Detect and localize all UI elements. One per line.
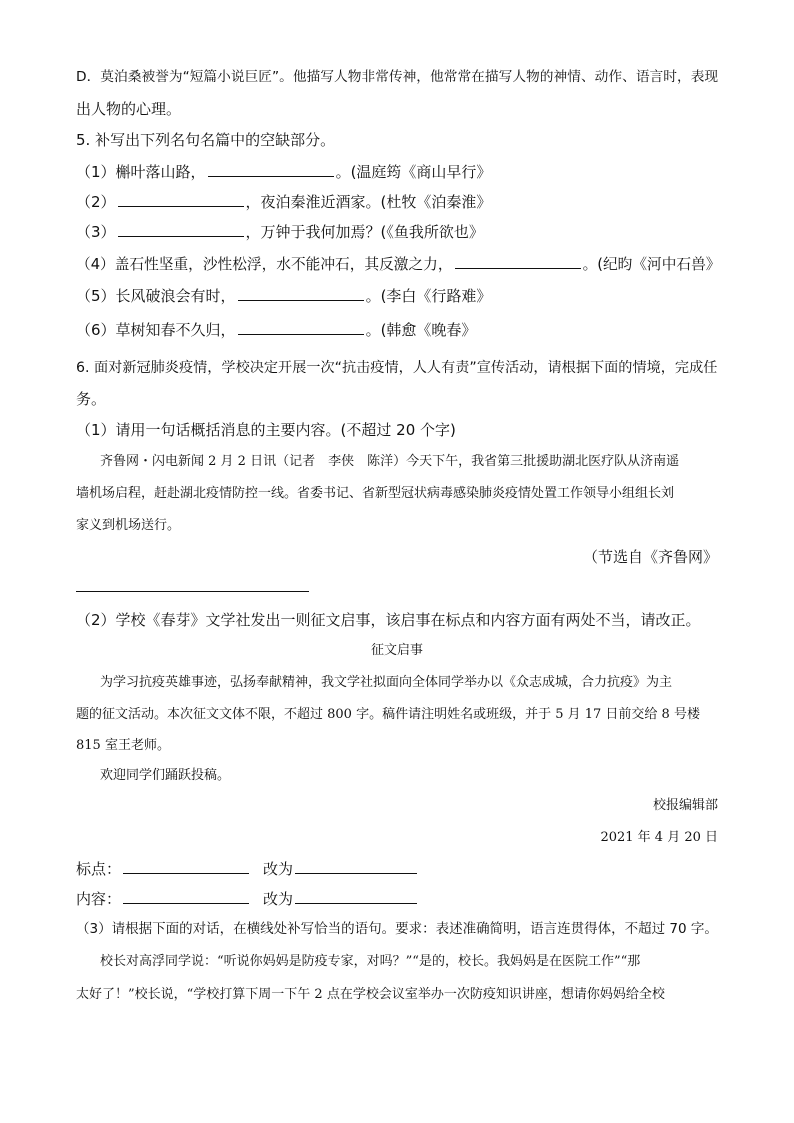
punctuation-original-blank[interactable] xyxy=(123,859,249,874)
q5-title: 5. 补写出下列名句名篇中的空缺部分。 xyxy=(76,131,336,149)
q6-news-source: （节选自《齐鲁网》 xyxy=(582,548,718,566)
dialog-line1: 校长对高浮同学说：“听说你妈妈是防疫专家，对吗？”“是的，校长。我妈妈是在医院工作”“那 xyxy=(100,954,641,969)
q5-item-5 xyxy=(76,286,491,306)
q5-item-pre: 槲叶落山路， xyxy=(115,163,206,181)
notice-date: 2021 年 4 月 20 日 xyxy=(600,830,718,845)
q5-item-post: ，万钟于我何加焉？(《鱼我所欲也》 xyxy=(245,223,484,241)
q5-item-3 xyxy=(76,222,484,242)
change-to-label: 改为 xyxy=(263,890,294,908)
q4-option-d-line1: D．莫泊桑被誉为“短篇小说巨匠”。他描写人物非常传神，他常常在描写人物的神情、动作、语言时，表现 xyxy=(76,69,719,85)
q5-item-pre: 草树知春不久归， xyxy=(115,321,236,339)
q5-item-1 xyxy=(76,162,491,182)
notice-line2: 题的征文活动。本次征文文体不限，不超过 800 字。稿件请注明姓名或班级，并于 5 月 17 日前交给 8 号楼 xyxy=(76,707,700,722)
q5-item-num: （2） xyxy=(76,193,116,211)
q5-item-num: （6） xyxy=(76,321,116,339)
notice-title: 征文启事 xyxy=(370,643,423,658)
q5-item-pre: 盖石性坚重，沙性松浮，水不能冲石，其反激之力， xyxy=(114,256,453,273)
q5-answer-blank-2[interactable] xyxy=(118,192,244,207)
q5-answer-blank-5[interactable] xyxy=(238,286,364,301)
q5-item-4 xyxy=(76,254,720,275)
q5-item-num: （5） xyxy=(76,287,116,305)
punctuation-correction-row xyxy=(76,859,419,879)
change-to-label: 改为 xyxy=(263,860,294,878)
q6-sub3-prompt: （3）请根据下面的对话，在横线处补写恰当的语句。要求：表述准确简明，语言连贯得体，不超过 70 字。 xyxy=(76,921,718,937)
punctuation-corrected-blank[interactable] xyxy=(295,859,417,874)
q5-item-post: ，夜泊秦淮近酒家。(杜牧《泊秦淮》 xyxy=(245,193,492,211)
q6-news-line3: 家义到机场送行。 xyxy=(76,518,181,533)
notice-line1: 为学习抗疫英雄事迹，弘扬奉献精神，我文学社拟面向全体同学举办以《众志成城，合力抗疫》为主 xyxy=(100,675,673,690)
punctuation-label: 标点： xyxy=(76,860,122,878)
notice-line3: 815 室王老师。 xyxy=(76,738,170,753)
q5-item-pre: 长风破浪会有时， xyxy=(115,287,236,305)
q5-item-post: 。(纪昀《河中石兽》 xyxy=(582,256,721,273)
content-original-blank[interactable] xyxy=(123,889,249,904)
q5-item-num: （4） xyxy=(76,256,115,273)
q6-sub1-answer-line[interactable] xyxy=(76,591,309,592)
q6-news-line2: 墙机场启程，赶赴湖北疫情防控一线。省委书记、省新型冠状病毒感染肺炎疫情处置工作领导小组组长刘 xyxy=(76,486,675,501)
q5-answer-blank-1[interactable] xyxy=(208,162,334,177)
content-label: 内容： xyxy=(76,890,122,908)
q5-answer-blank-3[interactable] xyxy=(118,222,244,237)
q6-title-line2: 务。 xyxy=(76,390,107,408)
q5-item-2 xyxy=(76,192,491,212)
notice-signature: 校报编辑部 xyxy=(652,798,718,813)
q5-item-6 xyxy=(76,320,476,340)
q6-sub2-prompt: （2）学校《春芽》文学社发出一则征文启事，该启事在标点和内容方面有两处不当，请改正。 xyxy=(76,611,701,629)
q5-answer-blank-6[interactable] xyxy=(238,320,364,335)
q5-item-num: （3） xyxy=(76,223,116,241)
q5-item-num: （1） xyxy=(76,163,116,181)
q6-sub1-prompt: （1）请用一句话概括消息的主要内容。(不超过 20 个字) xyxy=(76,421,456,439)
dialog-line2: 太好了！”校长说，“学校打算下周一下午 2 点在学校会议室举办一次防疫知识讲座，想请你妈妈给全校 xyxy=(76,987,665,1002)
q5-item-post: 。(李白《行路难》 xyxy=(365,287,492,305)
q5-item-post: 。(韩愈《晚春》 xyxy=(365,321,477,339)
q5-item-post: 。(温庭筠《商山早行》 xyxy=(335,163,492,181)
notice-line4: 欢迎同学们踊跃投稿。 xyxy=(100,768,231,783)
content-corrected-blank[interactable] xyxy=(295,889,417,904)
q6-news-line1: 齐鲁网・闪电新闻 2 月 2 日讯（记者 李侠 陈洋）今天下午，我省第三批援助湖北医疗队从济南遥 xyxy=(100,454,680,469)
q4-option-d-line2: 出人物的心理。 xyxy=(76,100,182,118)
q5-answer-blank-4[interactable] xyxy=(455,254,581,269)
content-correction-row xyxy=(76,889,419,909)
q6-title-line1: 6. 面对新冠肺炎疫情，学校决定开展一次“抗击疫情，人人有责”宣传活动，请根据下面的情境，完成任 xyxy=(76,360,718,376)
